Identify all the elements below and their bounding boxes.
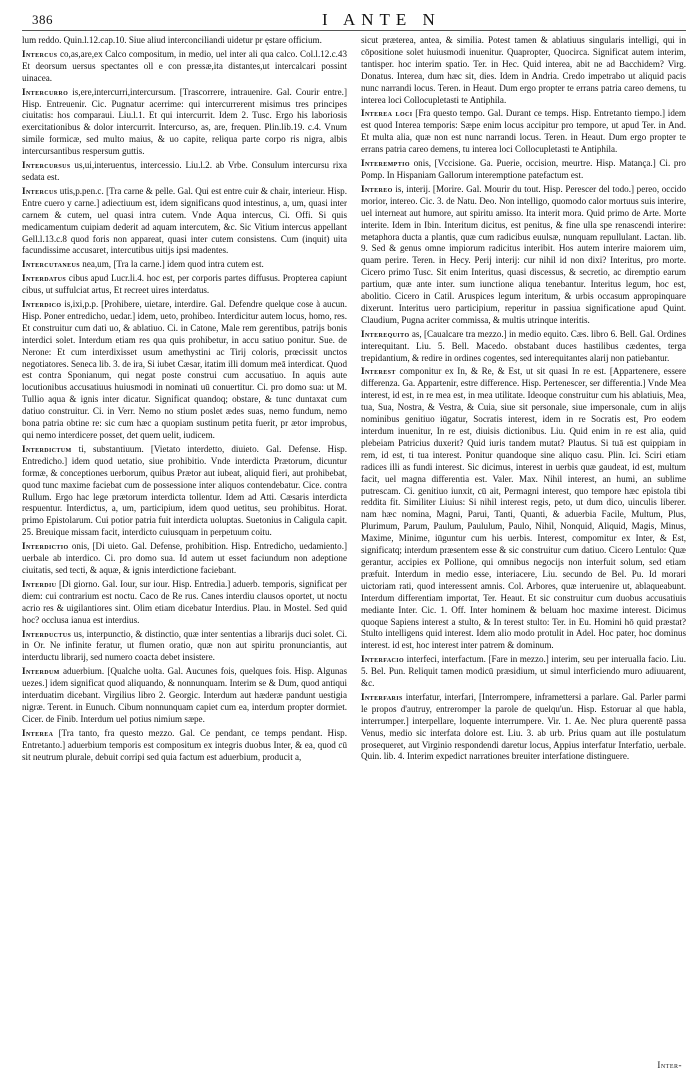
entry-text: co,as,are,ex Calco compositum, in medio, uel inter ali qua calco. Col.l.12.c.43 Et deorsum uersus spectantes oll e con pressæ,ita distantes,ut intercalcari possint uinacea. bbox=[22, 48, 347, 83]
right-column bbox=[361, 35, 686, 765]
dictionary-entry bbox=[22, 541, 347, 577]
entry-headword: Interest bbox=[361, 366, 396, 377]
dictionary-entry bbox=[361, 35, 686, 106]
entry-text: [Tra tanto, fra questo mezzo. Gal. Ce pendant, ce temps pendant. Hisp. Entretanto.] aduerbium temporis est compositum ex integris duobus Inter, & ea, quod cū sit neutrum plurale, debuit corripi sed quia factum est aduerbium, producit a, bbox=[22, 727, 347, 762]
dictionary-entry bbox=[361, 654, 686, 690]
entry-headword: Interequito bbox=[361, 328, 410, 339]
two-column-body bbox=[22, 35, 686, 765]
entry-text: cibus apud Lucr.li.4. hoc est, per corporis partes diffusus. Propterea capiunt cibus, ut suffulciat artus, Et recreet uires interdatus. bbox=[22, 273, 347, 296]
entry-headword: Interea bbox=[22, 727, 54, 738]
dictionary-entry bbox=[22, 728, 347, 764]
dictionary-entry bbox=[361, 366, 686, 652]
dictionary-entry bbox=[22, 186, 347, 257]
page-header bbox=[22, 10, 686, 31]
entry-text: utis,p.pen.c. [Tra carne & pelle. Gal. Qui est entre cuir & chair, interieur. Hisp. Entre cuero y carne.] adiectiuum est, idem significans quod intestinus, a, um, quasi inter carnem & cutem, uel quasi intra cutem. Vnde Aqua intercus, Ci. Offi. Si quis medicamentum cuipiam dederit ad aquam intercutem, &c. Sic Vitium intercus appellant Gell.l.13.c.8 quod foris non appareat, quasi inter cutem consistens. Cum (inquit) uita facundissime accusaret, intercutibus uitijs ipsi madentes. bbox=[22, 185, 347, 256]
entry-headword: Intercutaneus bbox=[22, 259, 80, 270]
dictionary-entry bbox=[22, 160, 347, 184]
entry-text: aduerbium. [Qualche uolta. Gal. Aucunes fois, quelques fois. Hisp. Algunas uezes.] idem significat quod aliquando, & nonnunquam. Interim se & Dum, quod antiqui interduatim dicebant. Virgilius libro 2. Georgic. Interdum aut hæderæ pandunt uestigia nigræ. Terent. in Eunuch. Cibum nonnunquam capiet cum ea, interdum propter dormiet. Cicer. de Finib. Interdum uel potius nimium sæpe. bbox=[22, 666, 347, 724]
entry-headword: Intercursus bbox=[22, 160, 71, 171]
dictionary-entry bbox=[22, 666, 347, 726]
catchword: Inter- bbox=[657, 1060, 682, 1070]
entry-text: [Fra questo tempo. Gal. Durant ce temps. Hisp. Entretanto tiempo.] idem est quod Interea temporis: Sæpe enim locus accipitur pro tempore, ut apud Ter. in And. Et multa alia, quæ non est nunc narrandi locus. Teren. in Heaut. Dum ergo propter te errans patria careo demens, tu interea loci Collocupletasti te Antiphila. bbox=[361, 108, 686, 155]
dictionary-entry bbox=[22, 273, 347, 297]
entry-text: ti, substantiuum. [Vietato interdetto, diuieto. Gal. Defense. Hisp. Entredicho.] idem quod uetatio, siue prohibitio. Vnde interdicta Prætorum, dicuntur formæ, & conceptiones uerborum, quibus Prætor aut iubeat, aliquid fieri, aut prohibebat, quod tunc maxime faciebat cum de possessione inter aliquos contendebatur. Cice. contra Rullum. Ergo hac lege prætorum interdicta tollentur. Idem ad Atti. Cæsaris interdicta respuentur. Interdictus, a, um, participium, idem quod uetitus, seu prohibitus. Horat. primo Epistolarum. Cui potior patria fuit interdicta uoluptas. Suetonius in Caligula capit. 25. Breuique missam facit, interdicto cuiusquam in perpetuum coitu. bbox=[22, 443, 347, 538]
entry-text: is,ere,intercurri,intercursum. [Trascorrere, intrauenire. Gal. Courir entre.] Hisp. Entreuenir. Cic. Pugnatur acerrime: qui intercurrerent misimus tres principes ciuitatis: hos comparaui. Liu.l.1. Et qui intercurrit. Idem 2. Tusc. Ergo his laboriosis exercitationibus & dolor intercurrit. Intercurso, as, are, frequen. Plin.lib.19. c.4. Vnum simile formicæ, sed multo maius, & uo capite, reliqua parte corpo ris nigra, albis intercursantibus respersum guttis. bbox=[22, 86, 347, 157]
entry-headword: Interea loci bbox=[361, 108, 413, 119]
entry-text: onis, [Di uieto. Gal. Defense, prohibition. Hisp. Entredicho, uedamiento.] uerbale ab interdico. Ci. pro domo sua. Id autem ut esset faciundum non adeptione ciuitatis, sed tecti, & aquæ, & ignis interdictione faciebant. bbox=[22, 541, 348, 575]
entry-headword: Interdictio bbox=[22, 541, 69, 552]
entry-text: componitur ex In, & Re, & Est, ut sit quasi In re est. [Appartenere, essere differenza. Ga. Appartenir, estre difference. Hisp. Pertenescer, ser differentia.] Vnde Mea interest, id est, in re mea est, in mea utilitate. Ideoque construitur cum his ablatiuis, Mea, tua, Sua, Nostra, & Vestra, & Cuia, siue sit personale, siue impersonale, cum in alijs nominibus genitiuo iūgatur, Socratis interest, idem in re Socratis est, Pro eodem interdum inuenitur, In re est, diuisis dictionibus. Liu. Quid enim in re est alia, quid plebeiam Patricius duxerit? Quid iuris tandem mutat? Plautus. Si tuā est quippiam in rem, id est, ti tua interest. Ponitur quandoque sine aliquo casu. Plin. Ici. Sciri etiam radices illi as fundi interest. Sic dicimus, interest in uerbis quæ gaudeat, id est, multum facit, uel magna differentia est. Valer. Max. Nihil interest, an humi, an sublime putrescam. Ci. genitiuo iunxit, cū ait, Permagni interest, quo tempore hæc epistola tibi reddita fit. Similiter Liuius: Si nihil interest regis, peto, ut dum dico, uinculis liberer. nam hæc nomina, Magni, Parui, Tanti, Quanti, & aduerbia Facile, Multum, Plus, Plurimum, Parum, Paulum, Paululum, Paulo, Nihil, Nonquid, Aliquid, Magis, Minus, Maxime, Minime, iūguntur cum his uerbis. Interest, compomitur ex Inter, & Est, significatq; interdum præsentem esse & sic construitur cum datiuo. Cicero Lentulo: Quæ gerantur, accipies ex Pollione, qui omnibus negocijs non interfuit solum, sed etiam præfuit. Interdum in medio esse, interiacere, Liu. secundo de Bel. Pu. Id morari uictoriam rati, quod interessent amnis. Col. Arbores, quæ interuenire ut, ablaqueabunt. Interdum differentiam importat, Ter. Heaut. Et sic construitur cum duobus accusatiuis mediante Inter. Cic. 1. Off. Inter hominem & beluam hoc maxime interest. Dicimus quoque Sapiens interest a stulto, & In terest stulto: Ter. in Eu. Homini hō quid præstat? Stulto intelligens quid interest. Idem alio modo protulit in Adel. Hoc pater, hoc dominus interest. id est, hoc interest inter patrem & dominum. bbox=[361, 366, 686, 651]
entry-headword: Intercus bbox=[22, 48, 58, 59]
dictionary-entry bbox=[22, 49, 347, 85]
dictionary-entry bbox=[22, 629, 347, 665]
page-number: 386 bbox=[32, 12, 53, 27]
dictionary-entry bbox=[361, 184, 686, 327]
dictionary-entry bbox=[361, 158, 686, 182]
left-column bbox=[22, 35, 347, 765]
dictionary-entry bbox=[22, 87, 347, 158]
entry-text: interfeci, interfactum. [Fare in mezzo.] interim, seu per interualla facio. Liu. 5. Bel. Pun. Reliquit tamen modicū præsidium, ut simul interficiendo muro adiuuarent, &c. bbox=[361, 654, 687, 689]
entry-text: [Di giorno. Gal. Iour, sur iour. Hisp. Entredia.] aduerb. temporis, significat per diem: cui contrarium est noctu. Caco de Re rus. Canes interdiu clausos oportet, ut noctu acrio res & uigilantiores sint. Olim etiam dicebatur Interdius. Plau. in Mostel. Sed quid hoc? occlusa ianua est interdius. bbox=[22, 578, 347, 625]
entry-text: lum reddo. Quin.l.12.cap.10. Siue aliud interconciliandi uidetur pr ęstare officium. bbox=[22, 35, 322, 45]
entry-text: as, [Caualcare tra mezzo.] in medio equito. Cæs. libro 6. Bell. Gal. Ordines interequitant. Liu. 5. Bell. Macedo. obstabant duces hastilibus cædentes, terga trepidantium, & redire in ordines cogentes, sed interequitantes alarij non patiebantur. bbox=[361, 328, 686, 363]
entry-headword: Interdiu bbox=[22, 578, 57, 589]
dictionary-entry bbox=[22, 35, 347, 47]
dictionary-entry bbox=[22, 579, 347, 627]
entry-text: is, interij. [Morire. Gal. Mourir du tout. Hisp. Perescer del todo.] pereo, occido morior, intereo. Cic. 3. de Natu. Deo. Non intelligo, quomodo calor mortuus suis interire, uel interneat aut humore, aut spiritu amisso. Ita interit mora. Quid primo de Arte. Morte interite. Idem in Ibin. Interitum dicitus, est penitus, & fine ulla spe renascendi interire: metaphora ducta a plantis, quæ cum radicibus euulsæ, nunquam repullulant. Lactan. lib. 9. Sed & genus omne impiorum radicitus interibit. Hos autem interire maiorem uim, quam perire. Teren. in Hecy. Perij interij: cur nihil id non dixi? Interitus, pro morte. Cicero primo Tusc. Sit enim Interitus, quasi discessus, & secretio, ac diremptio earum partium, quæ ante inter. sum iunctione aliqua tenebantur. Interitus legum, hoc est, abolitio. Cicero in Catil. Aruspices legum interitum, & urbis occasum appropinquare dixerunt. Interitus uero participium, reperitur in passiua significatione apud Quint. Claudium, Pugna acriter commissa, & multis utrinque interitis. bbox=[361, 183, 686, 325]
entry-headword: Interductus bbox=[22, 628, 72, 639]
entry-text: us, interpunctio, & distinctio, quæ inter sententias a librarijs duci solet. Ci. in Or. Ne infinite feratur, ut flumen oratio, quæ non aut spiritu pronunciantis, aut interductu librarij, sed numero coacta debet insistere. bbox=[22, 628, 347, 663]
dictionary-entry bbox=[361, 329, 686, 365]
entry-text: nea,um, [Tra la carne.] idem quod intra cutem est. bbox=[82, 259, 264, 270]
dictionary-entry bbox=[22, 444, 347, 539]
entry-text: is,ixi,p.p. [Prohibere, uietare, interdire. Gal. Defendre quelque cose à aucun. Hisp. Poner entredicho, uedar.] idem, ueto, prohibeo. Interdicitur autem locus, homo, res. Et construitur cum dati uo, & ablatiuo. Ci. in Catone, Male rem gerentibus, patrijs bonis interdici solet. Interdum etiam res qua quis prohibetur, in accu satiuo ponitur. Sue. de Nerone: Et cum interdixisset usum amethystini ac Tirij coloris, prœcissit unctos negotiatores. Seneca lib. 3. de ira, Si iubet Cæsar, itatim illi domum meā interdicat. Quod est contra Sponianum, qui negat poste construi cum accusatiuo. In aquis aute locutionibus accusatiuus huiusmodi in nominati uū conuertitur. Ci. pro domo sua: ut M. Tullio aqua & ignis inter dicatur. Significat quandoq; obstare, & tunc duntaxat cum datiuo construitur. Ci. in Verr. Nemo no stium poslet ædes suas, nemo fundum, nemo bona patria obtine re: sic cum hæc a quopiam sustinum petita fuerit, pr ætor improbus, qui nemo interdicere posset, det quem uelit, iudicem. bbox=[22, 299, 347, 440]
dictionary-entry bbox=[22, 299, 347, 442]
entry-headword: Interdatus bbox=[22, 273, 67, 284]
entry-headword: Intercurro bbox=[22, 86, 69, 97]
entry-text: sicut præterea, antea, & similia. Potest tamen & ablatiuus singularis intelligi, qui in cōpositione solet huiusmodi inuenitur. Quapropter, Quocirca. Significat autem interim, tantisper. hoc interim spatio. Ter. in Hec. Quid interea, abit ne ad Bacchidem? Virg. Donatus. Interea, dum hæc sit, dies. Idem in Andria. Credo impetrabo ut aliquid pacis nunc narrandi locus. Teren. in Heaut. Dum ergo propter te errans patria careo demens, tu interea loci Collocupletasti te Antiphila. bbox=[361, 35, 686, 105]
dictionary-entry bbox=[22, 259, 347, 271]
entry-headword: Intercus bbox=[22, 185, 58, 196]
entry-text: interfatur, interfari, [Interrompere, inframettersi a parlare. Gal. Parler parmi le propos d'autruy, entreromper la parole de quelqu'un. Hisp. Estoruar al que habla, interrumper.] interpellare, loquente interrumpere. Vir. 1. Ae. Nec plura querentē passa Venus, medio sic interfata dolore est. Liu. 3. ab urb. Prius quam aut ille postulatum prosequeret, aut Virginio respondendi daretur locus, Appius interfatur Interfatio, uerbale. Quin. lib. 4. Interim expedict narrationes breuiter interfatione distinguere. bbox=[361, 691, 686, 762]
entry-headword: Interdictum bbox=[22, 443, 72, 454]
entry-headword: Interfacio bbox=[361, 654, 405, 665]
entry-text: us,ui,interuentus, intercessio. Liu.l.2. ab Vrbe. Consulum intercursu rixa sedata est. bbox=[22, 160, 347, 182]
dictionary-entry bbox=[361, 692, 686, 763]
running-head: I ANTE N bbox=[322, 10, 441, 29]
dictionary-entry bbox=[361, 108, 686, 156]
entry-headword: Interdico bbox=[22, 299, 62, 310]
entry-headword: Interfaris bbox=[361, 691, 403, 702]
entry-text: onis, [Vccisione. Ga. Puerie, occision, meurtre. Hisp. Matança.] Ci. pro Pomp. In Hispaniam Gallorum interemptione patefactum est. bbox=[361, 158, 686, 180]
entry-headword: Interdum bbox=[22, 666, 60, 677]
entry-headword: Interemptio bbox=[361, 158, 410, 169]
entry-headword: Intereo bbox=[361, 183, 393, 194]
